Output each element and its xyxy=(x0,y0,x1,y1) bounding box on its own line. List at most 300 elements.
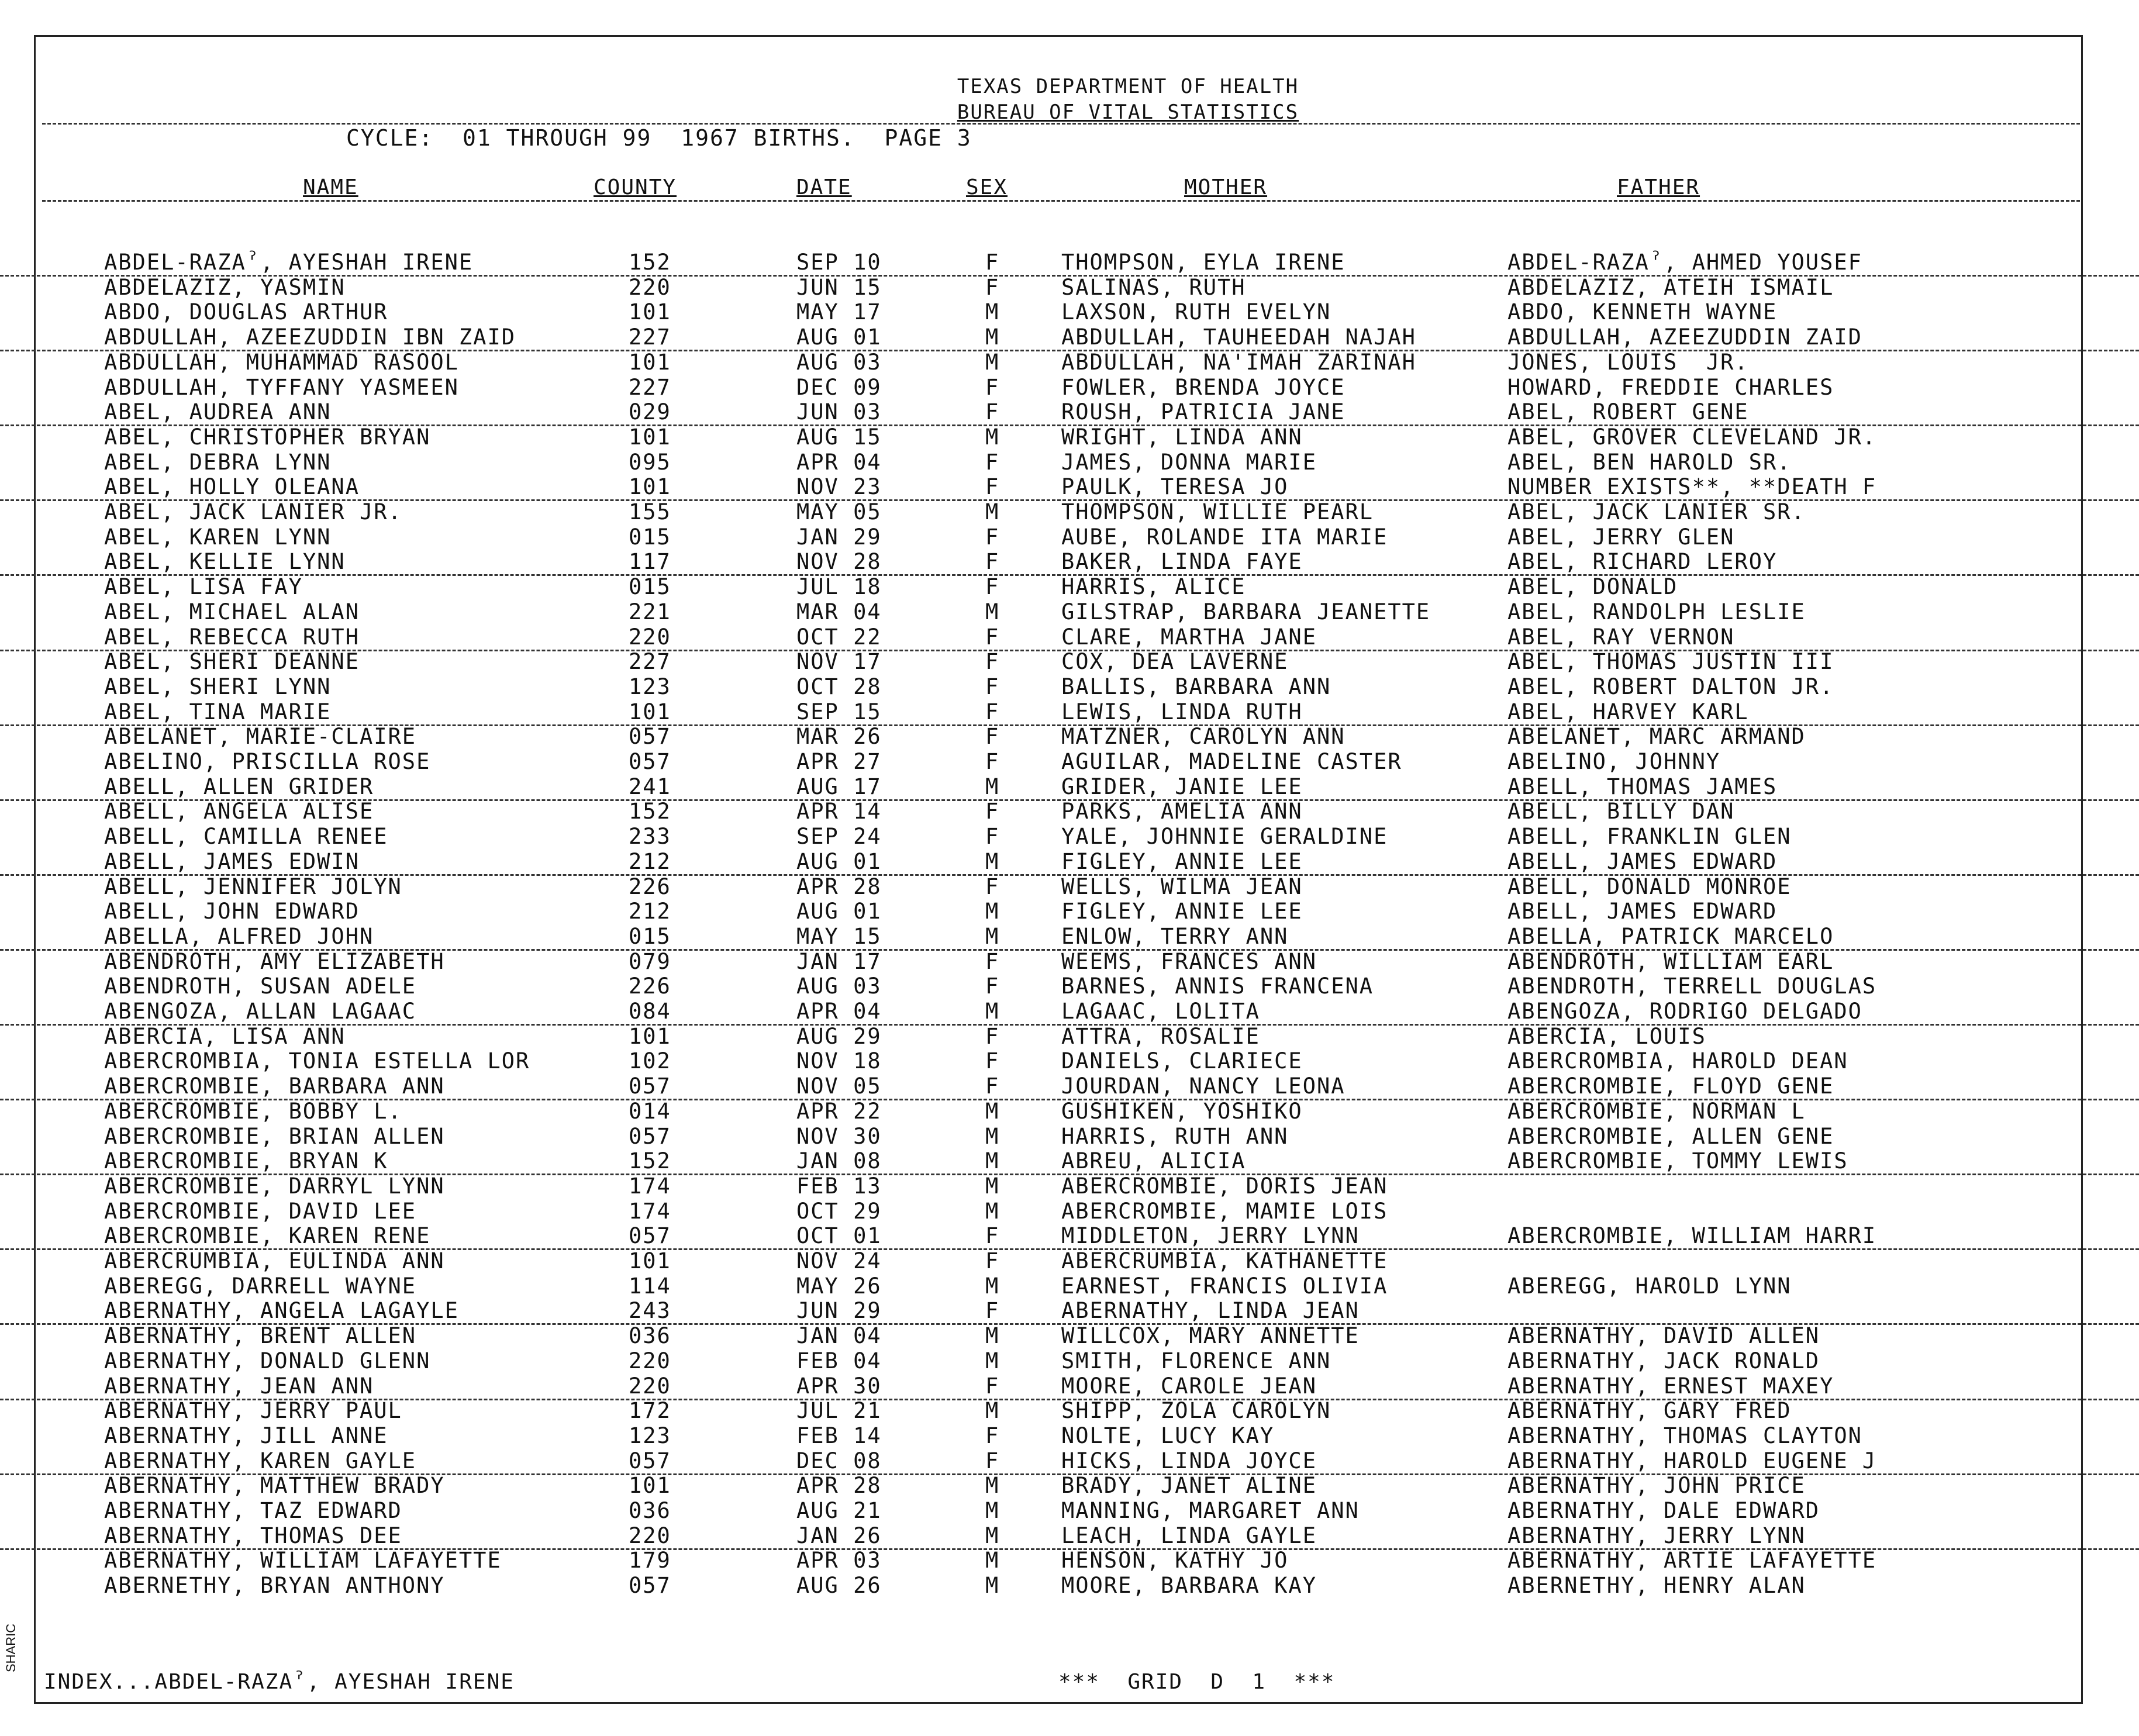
cell-date: MAY 15 xyxy=(796,923,882,949)
table-row xyxy=(0,600,2139,624)
cell-mother: ABDULLAH, TAUHEEDAH NAJAH xyxy=(1061,325,1416,350)
cell-sex: F xyxy=(985,1423,1000,1448)
cell-father: ABELL, THOMAS JAMES xyxy=(1507,774,1778,799)
cell-mother: JAMES, DONNA MARIE xyxy=(1061,449,1317,475)
cell-name: ABERCROMBIE, DAVID LEE xyxy=(104,1198,417,1224)
cell-date: SEP 15 xyxy=(796,699,882,724)
cell-date: AUG 29 xyxy=(796,1023,882,1049)
cell-name: ABEL, SHERI LYNN xyxy=(104,674,332,699)
cell-sex: M xyxy=(985,774,1000,799)
table-row xyxy=(0,1124,2139,1149)
cell-county: 212 xyxy=(629,899,671,924)
cell-mother: HARRIS, ALICE xyxy=(1061,574,1246,600)
cell-name: ABERCROMBIE, BARBARA ANN xyxy=(104,1074,445,1099)
cell-name: ABERCRUMBIA, EULINDA ANN xyxy=(104,1248,445,1273)
cell-sex: F xyxy=(985,724,1000,750)
cell-county: 101 xyxy=(629,1473,671,1499)
cell-date: DEC 09 xyxy=(796,374,882,400)
cell-father: ABERCROMBIE, ALLEN GENE xyxy=(1507,1123,1834,1149)
cell-county: 152 xyxy=(629,1148,671,1174)
cell-sex: M xyxy=(985,1548,1000,1573)
cell-father: ABEL, RANDOLPH LESLIE xyxy=(1507,599,1806,624)
table-row xyxy=(0,750,2139,774)
cell-father: ABERCROMBIE, WILLIAM HARRI xyxy=(1507,1223,1877,1249)
cell-name: ABERCROMBIE, BOBBY L. xyxy=(104,1098,402,1124)
cell-county: 227 xyxy=(629,649,671,675)
cell-date: MAY 17 xyxy=(796,299,882,325)
cell-name: ABEL, DEBRA LYNN xyxy=(104,449,332,475)
cell-father: ABEL, RICHARD LEROY xyxy=(1507,549,1778,575)
cell-name: ABELL, CAMILLA RENEE xyxy=(104,824,388,850)
cell-date: APR 14 xyxy=(796,799,882,824)
cell-name: ABERNATHY, WILLIAM LAFAYETTE xyxy=(104,1548,502,1573)
cell-father: ABEL, GROVER CLEVELAND JR. xyxy=(1507,424,1877,450)
cell-county: 172 xyxy=(629,1398,671,1424)
cell-father: ABEL, RAY VERNON xyxy=(1507,624,1735,650)
cell-name: ABELANET, MARIE-CLAIRE xyxy=(104,724,417,750)
cell-sex: M xyxy=(985,1198,1000,1224)
cell-name: ABEL, KAREN LYNN xyxy=(104,524,332,550)
cell-county: 029 xyxy=(629,399,671,425)
cell-county: 015 xyxy=(629,574,671,600)
cell-county: 220 xyxy=(629,1523,671,1548)
cell-mother: FOWLER, BRENDA JOYCE xyxy=(1061,374,1346,400)
table-row xyxy=(0,275,2139,300)
cell-father: NUMBER EXISTS**, **DEATH F xyxy=(1507,474,1877,500)
cell-father: ABEL, ROBERT GENE xyxy=(1507,399,1749,425)
header-divider xyxy=(42,123,2080,125)
cell-date: NOV 28 xyxy=(796,549,882,575)
cell-father: ABERNATHY, THOMAS CLAYTON xyxy=(1507,1423,1862,1448)
cell-mother: YALE, JOHNNIE GERALDINE xyxy=(1061,824,1388,850)
cell-sex: F xyxy=(985,1074,1000,1099)
cell-father: ABDELAZIZ, ATEIH ISMAIL xyxy=(1507,274,1834,300)
cell-name: ABEL, KELLIE LYNN xyxy=(104,549,346,575)
cell-father: ABELL, JAMES EDWARD xyxy=(1507,848,1778,874)
cell-county: 117 xyxy=(629,549,671,575)
cell-mother: HENSON, KATHY JO xyxy=(1061,1548,1289,1573)
cell-name: ABEL, MICHAEL ALAN xyxy=(104,599,360,624)
cell-sex: F xyxy=(985,1248,1000,1273)
cell-name: ABEL, CHRISTOPHER BRYAN xyxy=(104,424,431,450)
table-row xyxy=(0,1473,2139,1498)
table-row xyxy=(0,1174,2139,1199)
table-row xyxy=(0,675,2139,699)
cell-mother: AGUILAR, MADELINE CASTER xyxy=(1061,749,1402,774)
cell-date: JAN 29 xyxy=(796,524,882,550)
cell-father: ABELANET, MARC ARMAND xyxy=(1507,724,1806,750)
cell-date: SEP 10 xyxy=(796,250,882,275)
cell-name: ABDELAZIZ, YASMIN xyxy=(104,274,346,300)
cell-sex: F xyxy=(985,874,1000,899)
cell-father: ABERNATHY, DALE EDWARD xyxy=(1507,1498,1820,1523)
cell-date: NOV 24 xyxy=(796,1248,882,1273)
cell-date: AUG 01 xyxy=(796,848,882,874)
table-row xyxy=(0,375,2139,400)
cell-date: APR 27 xyxy=(796,749,882,774)
cell-county: 101 xyxy=(629,349,671,375)
cell-date: AUG 26 xyxy=(796,1573,882,1599)
cell-name: ABELLA, ALFRED JOHN xyxy=(104,923,374,949)
cell-father: ABERNATHY, GARY FRED xyxy=(1507,1398,1792,1424)
cell-father: ABERCROMBIE, FLOYD GENE xyxy=(1507,1074,1834,1099)
cell-date: MAR 04 xyxy=(796,599,882,624)
cell-father: ABELL, BILLY DAN xyxy=(1507,799,1735,824)
cell-mother: CLARE, MARTHA JANE xyxy=(1061,624,1317,650)
cell-sex: F xyxy=(985,948,1000,974)
cell-mother: MIDDLETON, JERRY LYNN xyxy=(1061,1223,1360,1249)
cell-name: ABERNATHY, JERRY PAUL xyxy=(104,1398,402,1424)
cell-name: ABDO, DOUGLAS ARTHUR xyxy=(104,299,388,325)
cell-county: 114 xyxy=(629,1273,671,1299)
table-row xyxy=(0,924,2139,951)
cell-mother: ABDULLAH, NA'IMAH ZARINAH xyxy=(1061,349,1416,375)
cell-mother: WRIGHT, LINDA ANN xyxy=(1061,424,1303,450)
cell-mother: FIGLEY, ANNIE LEE xyxy=(1061,899,1303,924)
table-row xyxy=(0,1224,2139,1250)
cell-sex: F xyxy=(985,699,1000,724)
cell-mother: SMITH, FLORENCE ANN xyxy=(1061,1348,1331,1373)
cell-father: ABELL, JAMES EDWARD xyxy=(1507,899,1778,924)
cell-county: 241 xyxy=(629,774,671,799)
cell-county: 174 xyxy=(629,1198,671,1224)
cell-name: ABERNATHY, DONALD GLENN xyxy=(104,1348,431,1373)
cell-county: 226 xyxy=(629,874,671,899)
column-header-date: DATE xyxy=(796,175,852,199)
cell-county: 057 xyxy=(629,1074,671,1099)
cell-name: ABELL, ALLEN GRIDER xyxy=(104,774,374,799)
side-label: SHARIC xyxy=(4,1623,18,1672)
cell-mother: BARNES, ANNIS FRANCENA xyxy=(1061,974,1374,999)
cell-sex: F xyxy=(985,749,1000,774)
cell-mother: LEWIS, LINDA RUTH xyxy=(1061,699,1303,724)
cell-sex: F xyxy=(985,399,1000,425)
cell-sex: M xyxy=(985,1573,1000,1599)
table-row xyxy=(0,1099,2139,1124)
cell-father: ABENGOZA, RODRIGO DELGADO xyxy=(1507,999,1862,1024)
cell-date: OCT 28 xyxy=(796,674,882,699)
cell-county: 233 xyxy=(629,824,671,850)
cell-name: ABENGOZA, ALLAN LAGAAC xyxy=(104,999,417,1024)
cell-date: APR 28 xyxy=(796,1473,882,1499)
cell-father: ABEL, JACK LANIER SR. xyxy=(1507,499,1806,524)
cell-father: ABENDROTH, TERRELL DOUGLAS xyxy=(1507,974,1877,999)
cell-father: ABELINO, JOHNNY xyxy=(1507,749,1721,774)
cell-name: ABEL, JACK LANIER JR. xyxy=(104,499,402,524)
cell-date: AUG 01 xyxy=(796,325,882,350)
cell-mother: LAXSON, RUTH EVELYN xyxy=(1061,299,1331,325)
cell-mother: NOLTE, LUCY KAY xyxy=(1061,1423,1275,1448)
cell-mother: ABERNATHY, LINDA JEAN xyxy=(1061,1298,1360,1324)
cell-county: 243 xyxy=(629,1298,671,1324)
cell-name: ABERNATHY, TAZ EDWARD xyxy=(104,1498,402,1523)
table-row xyxy=(0,1499,2139,1523)
cell-date: NOV 30 xyxy=(796,1123,882,1149)
cell-name: ABDULLAH, AZEEZUDDIN IBN ZAID xyxy=(104,325,516,350)
cell-name: ABERNATHY, KAREN GAYLE xyxy=(104,1448,417,1473)
cell-sex: F xyxy=(985,1373,1000,1399)
cell-father: ABERNATHY, JERRY LYNN xyxy=(1507,1523,1806,1548)
table-row xyxy=(0,700,2139,726)
cell-father: ABERNATHY, HAROLD EUGENE J xyxy=(1507,1448,1877,1473)
cell-county: 179 xyxy=(629,1548,671,1573)
cell-sex: M xyxy=(985,349,1000,375)
cell-sex: F xyxy=(985,799,1000,824)
cell-county: 220 xyxy=(629,1373,671,1399)
cell-father: ABERNATHY, ERNEST MAXEY xyxy=(1507,1373,1834,1399)
cell-date: SEP 24 xyxy=(796,824,882,850)
cell-name: ABERNATHY, MATTHEW BRADY xyxy=(104,1473,445,1499)
cell-date: APR 28 xyxy=(796,874,882,899)
cell-county: 102 xyxy=(629,1048,671,1074)
cell-mother: SALINAS, RUTH xyxy=(1061,274,1246,300)
cell-mother: LAGAAC, LOLITA xyxy=(1061,999,1260,1024)
index-footer: INDEX...ABDEL-RAZAˀ, AYESHAH IRENE xyxy=(44,1670,515,1694)
cell-father: ABENDROTH, WILLIAM EARL xyxy=(1507,948,1834,974)
cell-father: HOWARD, FREDDIE CHARLES xyxy=(1507,374,1834,400)
cell-name: ABERCROMBIE, BRYAN K xyxy=(104,1148,388,1174)
cell-sex: M xyxy=(985,1323,1000,1349)
cell-mother: ABERCROMBIE, MAMIE LOIS xyxy=(1061,1198,1388,1224)
cell-sex: M xyxy=(985,1098,1000,1124)
department-title: TEXAS DEPARTMENT OF HEALTH xyxy=(957,75,1299,98)
cell-sex: F xyxy=(985,1023,1000,1049)
cell-county: 226 xyxy=(629,974,671,999)
cell-mother: BALLIS, BARBARA ANN xyxy=(1061,674,1331,699)
cell-date: JUL 18 xyxy=(796,574,882,600)
cell-mother: PAULK, TERESA JO xyxy=(1061,474,1289,500)
cell-name: ABDEL-RAZAˀ, AYESHAH IRENE xyxy=(104,250,474,275)
cell-date: JAN 26 xyxy=(796,1523,882,1548)
table-row xyxy=(0,1374,2139,1400)
cell-name: ABERNATHY, JILL ANNE xyxy=(104,1423,388,1448)
cell-county: 227 xyxy=(629,374,671,400)
cell-county: 036 xyxy=(629,1498,671,1523)
cycle-line: CYCLE: 01 THROUGH 99 1967 BIRTHS. PAGE 3 xyxy=(346,125,972,151)
cell-name: ABERCROMBIE, DARRYL LYNN xyxy=(104,1173,445,1199)
cell-name: ABERNATHY, ANGELA LAGAYLE xyxy=(104,1298,459,1324)
cell-name: ABEL, LISA FAY xyxy=(104,574,303,600)
cell-date: AUG 03 xyxy=(796,974,882,999)
cell-date: AUG 21 xyxy=(796,1498,882,1523)
cell-date: AUG 17 xyxy=(796,774,882,799)
cell-county: 212 xyxy=(629,848,671,874)
cell-mother: SHIPP, ZOLA CAROLYN xyxy=(1061,1398,1331,1424)
table-row xyxy=(0,325,2139,351)
cell-mother: MOORE, BARBARA KAY xyxy=(1061,1573,1317,1599)
cell-father: ABEL, DONALD xyxy=(1507,574,1678,600)
table-row xyxy=(0,1149,2139,1175)
cell-sex: M xyxy=(985,1148,1000,1174)
cell-date: MAR 26 xyxy=(796,724,882,750)
cell-mother: JOURDAN, NANCY LEONA xyxy=(1061,1074,1346,1099)
cell-date: APR 30 xyxy=(796,1373,882,1399)
cell-name: ABERNETHY, BRYAN ANTHONY xyxy=(104,1573,445,1599)
cell-county: 101 xyxy=(629,299,671,325)
cell-name: ABELL, JENNIFER JOLYN xyxy=(104,874,402,899)
cell-date: JUL 21 xyxy=(796,1398,882,1424)
cell-county: 057 xyxy=(629,749,671,774)
cell-father: ABERCROMBIA, HAROLD DEAN xyxy=(1507,1048,1848,1074)
cell-date: AUG 01 xyxy=(796,899,882,924)
table-row xyxy=(0,974,2139,999)
table-row xyxy=(0,525,2139,550)
cell-date: OCT 22 xyxy=(796,624,882,650)
cell-sex: F xyxy=(985,449,1000,475)
cell-father: ABERNATHY, JOHN PRICE xyxy=(1507,1473,1806,1499)
table-row xyxy=(0,1524,2139,1550)
table-row xyxy=(0,500,2139,524)
cell-name: ABEL, AUDREA ANN xyxy=(104,399,332,425)
cell-mother: PARKS, AMELIA ANN xyxy=(1061,799,1303,824)
cell-mother: THOMPSON, EYLA IRENE xyxy=(1061,250,1346,275)
table-row xyxy=(0,1299,2139,1325)
cell-date: JUN 03 xyxy=(796,399,882,425)
cell-name: ABERCROMBIE, BRIAN ALLEN xyxy=(104,1123,445,1149)
cell-date: NOV 23 xyxy=(796,474,882,500)
cell-sex: F xyxy=(985,549,1000,575)
cell-county: 101 xyxy=(629,474,671,500)
table-row xyxy=(0,1449,2139,1475)
table-row xyxy=(0,575,2139,599)
cell-father: ABEL, BEN HAROLD SR. xyxy=(1507,449,1792,475)
cell-county: 057 xyxy=(629,1448,671,1473)
cell-father: ABEL, HARVEY KARL xyxy=(1507,699,1749,724)
cell-mother: GILSTRAP, BARBARA JEANETTE xyxy=(1061,599,1431,624)
cell-date: APR 03 xyxy=(796,1548,882,1573)
cell-county: 101 xyxy=(629,424,671,450)
cell-mother: DANIELS, CLARIECE xyxy=(1061,1048,1303,1074)
cell-sex: F xyxy=(985,674,1000,699)
cell-father: ABELL, FRANKLIN GLEN xyxy=(1507,824,1792,850)
table-row xyxy=(0,775,2139,801)
table-row xyxy=(0,1074,2139,1100)
table-row xyxy=(0,850,2139,876)
table-row xyxy=(0,824,2139,849)
table-row xyxy=(0,400,2139,426)
table-row xyxy=(0,799,2139,824)
table-row xyxy=(0,999,2139,1026)
cell-date: NOV 18 xyxy=(796,1048,882,1074)
table-row xyxy=(0,650,2139,674)
cell-county: 101 xyxy=(629,1248,671,1273)
cell-county: 015 xyxy=(629,524,671,550)
table-row xyxy=(0,1249,2139,1273)
cell-sex: M xyxy=(985,299,1000,325)
cell-sex: F xyxy=(985,649,1000,675)
cell-father: ABERNATHY, DAVID ALLEN xyxy=(1507,1323,1820,1349)
table-row xyxy=(0,1424,2139,1448)
table-row xyxy=(0,300,2139,325)
cell-name: ABERCIA, LISA ANN xyxy=(104,1023,346,1049)
cell-name: ABERNATHY, THOMAS DEE xyxy=(104,1523,402,1548)
cell-mother: BRADY, JANET ALINE xyxy=(1061,1473,1317,1499)
cell-mother: BAKER, LINDA FAYE xyxy=(1061,549,1303,575)
cell-county: 095 xyxy=(629,449,671,475)
cell-sex: F xyxy=(985,1223,1000,1249)
cell-county: 057 xyxy=(629,1573,671,1599)
cell-sex: M xyxy=(985,1523,1000,1548)
cell-county: 155 xyxy=(629,499,671,524)
cell-name: ABERCROMBIA, TONIA ESTELLA LOR xyxy=(104,1048,530,1074)
cell-county: 057 xyxy=(629,724,671,750)
bureau-title: BUREAU OF VITAL STATISTICS xyxy=(957,101,1299,124)
column-header-name: NAME xyxy=(303,175,358,199)
table-row xyxy=(0,1199,2139,1224)
cell-father: JONES, LOUIS JR. xyxy=(1507,349,1749,375)
cell-father: ABERNATHY, JACK RONALD xyxy=(1507,1348,1820,1373)
cell-name: ABEL, HOLLY OLEANA xyxy=(104,474,360,500)
cell-father: ABDULLAH, AZEEZUDDIN ZAID xyxy=(1507,325,1862,350)
cell-mother: ABERCRUMBIA, KATHANETTE xyxy=(1061,1248,1388,1273)
cell-county: 101 xyxy=(629,1023,671,1049)
cell-date: AUG 03 xyxy=(796,349,882,375)
cell-sex: F xyxy=(985,374,1000,400)
cell-name: ABELL, ANGELA ALISE xyxy=(104,799,374,824)
cell-sex: M xyxy=(985,1498,1000,1523)
cell-date: JUN 15 xyxy=(796,274,882,300)
cell-date: FEB 04 xyxy=(796,1348,882,1373)
cell-mother: MATZNER, CAROLYN ANN xyxy=(1061,724,1346,750)
cell-mother: THOMPSON, WILLIE PEARL xyxy=(1061,499,1374,524)
cell-father: ABERNETHY, HENRY ALAN xyxy=(1507,1573,1806,1599)
table-row xyxy=(0,1024,2139,1049)
cell-father: ABEL, ROBERT DALTON JR. xyxy=(1507,674,1834,699)
cell-mother: GRIDER, JANIE LEE xyxy=(1061,774,1303,799)
cell-mother: AUBE, ROLANDE ITA MARIE xyxy=(1061,524,1388,550)
cell-mother: FIGLEY, ANNIE LEE xyxy=(1061,848,1303,874)
cell-date: NOV 05 xyxy=(796,1074,882,1099)
cell-name: ABENDROTH, SUSAN ADELE xyxy=(104,974,417,999)
cell-father: ABEL, JERRY GLEN xyxy=(1507,524,1735,550)
cell-father: ABELLA, PATRICK MARCELO xyxy=(1507,923,1834,949)
cell-father: ABDEL-RAZAˀ, AHMED YOUSEF xyxy=(1507,250,1862,275)
cell-name: ABERCROMBIE, KAREN RENE xyxy=(104,1223,431,1249)
cell-date: MAY 26 xyxy=(796,1273,882,1299)
cell-date: OCT 29 xyxy=(796,1198,882,1224)
cell-name: ABDULLAH, TYFFANY YASMEEN xyxy=(104,374,459,400)
cell-mother: ROUSH, PATRICIA JANE xyxy=(1061,399,1346,425)
table-row xyxy=(0,724,2139,749)
cell-county: 227 xyxy=(629,325,671,350)
cell-county: 123 xyxy=(629,674,671,699)
grid-label: *** GRID D 1 *** xyxy=(1058,1670,1336,1694)
cell-county: 152 xyxy=(629,250,671,275)
cell-mother: ABERCROMBIE, DORIS JEAN xyxy=(1061,1173,1388,1199)
cell-date: JAN 04 xyxy=(796,1323,882,1349)
cell-sex: M xyxy=(985,1473,1000,1499)
cell-sex: F xyxy=(985,1298,1000,1324)
cell-mother: ENLOW, TERRY ANN xyxy=(1061,923,1289,949)
column-header-father: FATHER xyxy=(1617,175,1700,199)
cell-mother: GUSHIKEN, YOSHIKO xyxy=(1061,1098,1303,1124)
cell-sex: M xyxy=(985,1273,1000,1299)
cell-sex: M xyxy=(985,424,1000,450)
cell-date: APR 04 xyxy=(796,449,882,475)
cell-county: 221 xyxy=(629,599,671,624)
cell-county: 084 xyxy=(629,999,671,1024)
cell-sex: F xyxy=(985,524,1000,550)
cell-name: ABENDROTH, AMY ELIZABETH xyxy=(104,948,445,974)
cell-date: NOV 17 xyxy=(796,649,882,675)
cell-county: 101 xyxy=(629,699,671,724)
cell-county: 015 xyxy=(629,923,671,949)
cell-mother: LEACH, LINDA GAYLE xyxy=(1061,1523,1317,1548)
cell-name: ABEL, REBECCA RUTH xyxy=(104,624,360,650)
table-row xyxy=(0,1049,2139,1074)
cell-county: 123 xyxy=(629,1423,671,1448)
cell-sex: M xyxy=(985,325,1000,350)
